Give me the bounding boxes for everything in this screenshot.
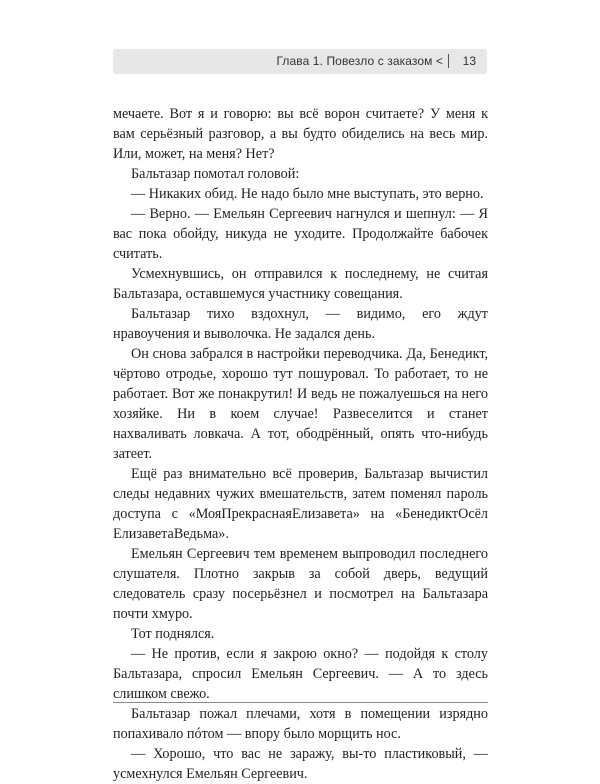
paragraph: Усмехнувшись, он отправился к последнему, не считая Бальтазара, оставшемуся участнику совещания. [113, 266, 488, 302]
paragraph: Бальтазар пожал плечами, хотя в помещении изрядно попахивало пóтом — впору было морщить нос. [113, 706, 488, 742]
running-header [113, 49, 487, 74]
paragraph: — Верно. — Емельян Сергеевич нагнулся и шепнул: — Я вас пока обойду, никуда не уходите. Продолжайте бабочек считать. [113, 206, 488, 262]
paragraph: Тот поднялся. [131, 626, 215, 642]
paragraph: Емельян Сергеевич тем временем выпроводил последнего слушателя. Плотно закрыв за собой дверь, ведущий следователь сразу посерьёзнел и посмотрел на Бальтазара почти хмуро. [113, 546, 488, 622]
paragraph: — Не против, если я закрою окно? — подойдя к столу Бальтазара, спросил Емельян Сергеевич. — А то здесь слишком свежо. [113, 646, 488, 702]
paragraph: мечаете. Вот я и говорю: вы всё ворон считаете? У меня к вам серьёзный разговор, а вы будто обиделись на весь мир. Или, может, на меня? Нет? [113, 106, 488, 162]
chapter-title: Глава 1. Повезло с заказом < [276, 54, 443, 68]
paragraph: Бальтазар помотал головой: [131, 166, 300, 182]
page-number: 13 [462, 54, 476, 68]
paragraph: — Никаких обид. Не надо было мне выступать, это верно. [131, 186, 484, 202]
header-divider [448, 54, 449, 68]
paragraph: Ещё раз внимательно всё проверив, Бальтазар вычистил следы недавних чужих вмешательств, затем поменял пароль доступа с «МояПрекраснаяЕлизавета» на «БенедиктОсёл ЕлизаветаВедьма». [113, 466, 488, 542]
paragraph: — Хорошо, что вас не заражу, вы-то пластиковый, — усмехнулся Емельян Сергеевич. [113, 746, 488, 782]
paragraph: Бальтазар тихо вздохнул, — видимо, его ждут нравоучения и выволочка. Не задался день. [113, 306, 488, 342]
paragraph: Он снова забрался в настройки переводчика. Да, Бенедикт, чёртово отродье, хорошо тут пошуровал. То работает, то не работает. Вот же понакрутил! И ведь не пожалуешься на него хозяйке. Ни в коем случае! Развеселится и станет нахваливать ловкача. А тот, ободрённый, опять что-нибудь затеет. [113, 346, 488, 462]
page-body [113, 104, 488, 784]
bottom-rule [113, 702, 488, 703]
